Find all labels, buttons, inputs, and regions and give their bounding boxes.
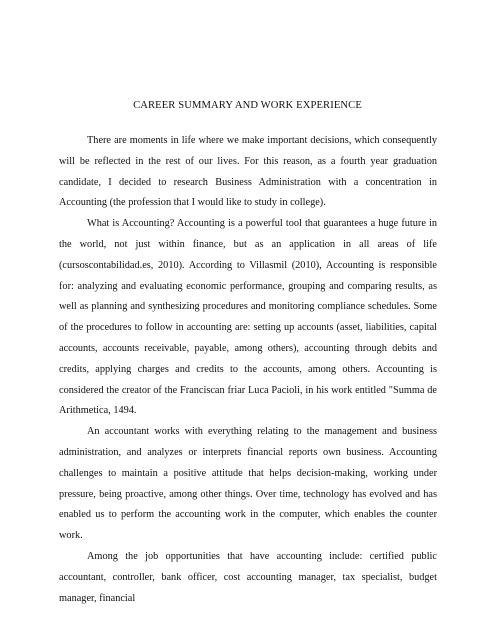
paragraph-accountant-role: An accountant works with everything relating to the management and business administration, and analyzes or interprets financial reports own business. Accounting challenges to maintain a positive attitude that helps decision-making, working under pressure, being proactive, among other things. Over time, technology has evolved and has enabled us to perform the accounting work in the computer, which enables the counter work. [59, 426, 437, 542]
paragraph-intro: There are moments in life where we make important decisions, which consequently will be reflected in the rest of our lives. For this reason, as a fourth year graduation candidate, I decided to research Business Administration with a concentration in Accounting (the profession that I would like to study in college). [59, 135, 437, 209]
document-body [59, 131, 437, 609]
document-title: CAREER SUMMARY AND WORK EXPERIENCE [133, 100, 362, 111]
paragraph-what-is-accounting: What is Accounting? Accounting is a powerful tool that guarantees a huge future in the world, not just within finance, but as an application in all areas of life (cursoscontabilidad.es, 2010). According to Villasmil (2010), Accounting is responsible for: analyzing and evaluating economic performance, grouping and comparing results, as well as planning and synthesizing procedures and monitoring compliance schedules. Some of the procedures to follow in accounting are: setting up accounts (asset, liabilities, capital accounts, accounts receivable, payable, among others), accounting through debits and credits, applying charges and credits to the accounts, among others. Accounting is considered the creator of the Franciscan friar Luca Pacioli, in his work entitled "Summa de Arithmetica, 1494. [59, 218, 437, 417]
paragraph-job-opportunities: Among the job opportunities that have accounting include: certified public accountant, controller, bank officer, cost accounting manager, tax specialist, budget manager, financial [59, 550, 437, 604]
